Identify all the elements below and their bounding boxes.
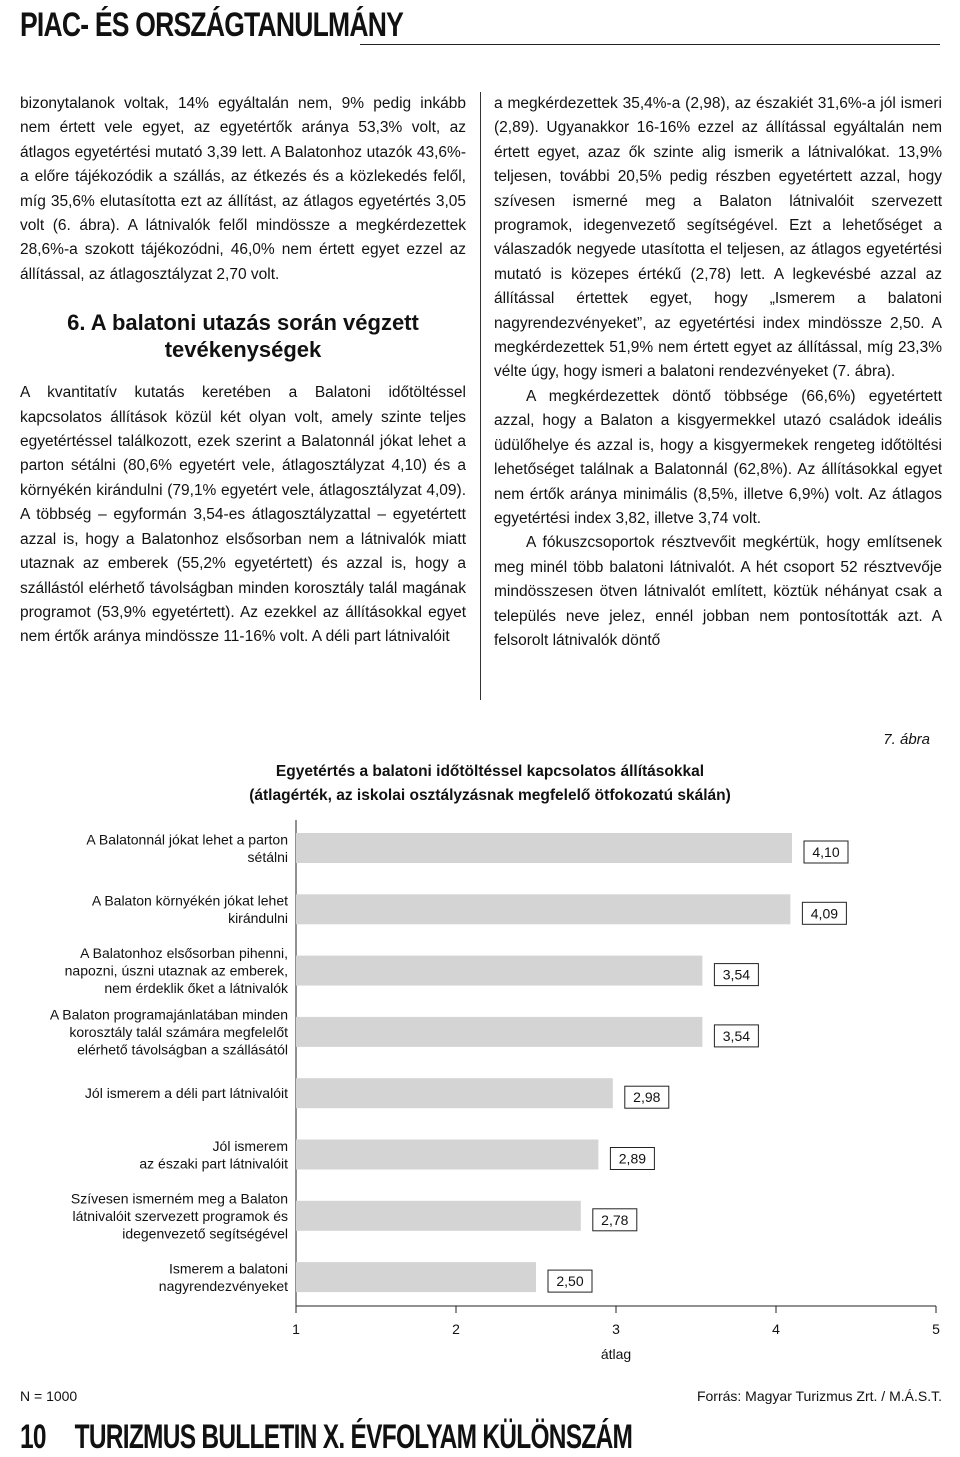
sample-size: N = 1000	[20, 1388, 78, 1404]
category-label: Jól ismerem	[212, 1137, 288, 1154]
category-label: Jól ismerem a déli part látnivalóit	[84, 1085, 288, 1102]
category-label: Szívesen ismerném meg a Balaton	[70, 1190, 288, 1207]
bar	[296, 1078, 613, 1108]
category-label: korosztály talál számára megfelelőt	[69, 1023, 288, 1040]
running-header: PIAC- ÉS ORSZÁGTANULMÁNY	[20, 6, 404, 44]
x-axis-title: átlag	[600, 1346, 632, 1362]
bar	[296, 1140, 598, 1170]
category-label: A Balatonhoz elsősorban pihenni,	[80, 945, 288, 962]
chart-subtitle: (átlagérték, az iskolai osztályzásnak megfelelő ötfokozatú skálán)	[249, 787, 731, 804]
right-paragraph-1: a megkérdezettek 35,4%-a (2,98), az északiét 31,6%-a jól ismeri (2,89). Ugyanakkor 16-16% ezzel az állítással egyáltalán nem értett egyet, azaz ők szinte alig ismerik a látnivalókat. 13,9% teljesen, további 20,5% pedig részben egyetértett azzal, hogy szívesen ismerné meg a Balaton látnivalóit szervezett programok, idegenvezető segítségével. Ezt a lehetőséget a válaszadók negyede utasította el teljesen, az átlagos egyetértési mutató is közepes értékű (2,78) lett. A legkevésbé azzal az állítással értettek egyet, hogy „Ismerem a balatoni nagyrendezvényeket”, az egyetértési index mindössze 2,50. A megkérdezettek 51,9% nem értett egyet az állítással, míg 23,3% vélte úgy, hogy ismeri a balatoni rendezvényeket (7. ábra).	[494, 95, 942, 381]
value-label: 3,54	[722, 966, 751, 983]
value-label: 2,50	[556, 1273, 584, 1290]
category-label: nagyrendezvényeket	[158, 1277, 288, 1294]
value-label: 3,54	[722, 1027, 751, 1044]
x-tick-label: 5	[932, 1321, 940, 1337]
category-label: látnivalóit szervezett programok és	[72, 1207, 288, 1224]
bar	[296, 1262, 536, 1292]
x-tick-label: 1	[292, 1321, 300, 1337]
category-label: kirándulni	[228, 910, 288, 927]
x-tick-label: 3	[612, 1321, 620, 1337]
chart-title: Egyetértés a balatoni időtöltéssel kapcsolatos állításokkal	[275, 763, 705, 780]
value-label: 4,09	[810, 905, 839, 922]
bar	[296, 894, 790, 924]
page-number: 10	[20, 1418, 46, 1456]
category-label: idegenvezető segítségével	[122, 1225, 288, 1242]
category-label: A Balaton környékén jókat lehet	[91, 892, 288, 909]
category-label: A Balaton programajánlatában minden	[49, 1006, 288, 1023]
source-note: Forrás: Magyar Turizmus Zrt. / M.Á.S.T.	[696, 1388, 942, 1404]
category-label: sétálni	[247, 848, 288, 865]
value-label: 4,10	[812, 844, 840, 860]
category-label: elérhető távolságban a szállásától	[77, 1041, 288, 1058]
value-label: 2,98	[633, 1089, 661, 1106]
figure-label: 7. ábra	[883, 731, 930, 748]
section-title: 6. A balatoni utazás során végzett tevékenységek	[67, 310, 419, 363]
value-label: 2,89	[618, 1150, 647, 1167]
value-label: 2,78	[601, 1211, 629, 1228]
category-label: A Balatonnál jókat lehet a parton	[86, 831, 288, 848]
left-paragraph-1: bizonytalanok voltak, 14% egyáltalán nem, 9% pedig inkább nem értett vele egyet, az egyetértők aránya 53,3% volt, az átlagos egyetértési mutató 3,39 lett. A Balatonhoz utazók 43,6%-a előre tájékozódik a szállás, az étkezés és a közlekedés felől, míg 35,6% elutasította ezt az állítást, az átlagos egyetértés 3,05 volt (6. ábra). A látnivalók felől mindössze a megkérdezettek 28,6%-a szokott tájékozódni, 46,0% nem értett egyet ezzel az állítással, az átlagosztályzat 2,70 volt.	[20, 95, 466, 283]
category-label: nem érdeklik őket a látnivalók	[104, 980, 288, 997]
footer	[20, 1418, 632, 1457]
category-label: napozni, úszni utaznak az emberek,	[64, 962, 288, 979]
x-tick-label: 4	[772, 1321, 780, 1337]
right-paragraph-2: A megkérdezettek döntő többsége (66,6%) egyetértett azzal, hogy a Balaton a kisgyermekkel utazó családok ideális üdülőhelye és azzal is, hogy a kisgyermekek rengeteg időtöltési lehetőséget találnak a Balatonnál (62,8%). Az állításokkal egyet nem értők aránya minimális (8,5%, illetve 6,9%) volt. Az átlagos egyetértési index 3,82, illetve 3,74 volt.	[494, 387, 942, 527]
category-label: Ismerem a balatoni	[168, 1260, 288, 1277]
category-label: az északi part látnivalóit	[139, 1155, 288, 1172]
left-paragraph-2: A kvantitatív kutatás keretében a Balatoni időtöltéssel kapcsolatos állítások közül két olyan volt, amely szinte teljes egyetértéssel találkozott, ezek szerint a Balatonnál jókat lehet a parton sétálni (80,6% egyetért vele, átlagosztályzat 4,10) és a környékén kirándulni (79,1% egyetért vele, átlagosztályzat 4,09). A többség – egyformán 3,54-es átlagosztályzattal – egyetértett azzal is, hogy a Balatonhoz elsősorban nem a látnivalók miatt utaznak az emberek (55,2% egyetértett) és azzal is, hogy a szállástól elérhető távolságban minden korosztály talál magának programot (53,9% egyetértett). Az ezekkel az állításokkal egyet nem értők aránya mindössze 11-16% volt. A déli part látnivalóit	[20, 384, 466, 646]
bar	[296, 833, 792, 863]
x-tick-label: 2	[452, 1321, 460, 1337]
right-paragraph-3: A fókuszcsoportok résztvevőit megkértük, hogy említsenek meg minél több balatoni látnivalót. A hét csoport 52 résztvevője mindösszesen ötven látnivalót említett, köztük néhányat csak a település neve jelez, ennél jobban nem pontosították azt. A felsorolt látnivalók döntő	[494, 534, 942, 649]
bar	[296, 1017, 702, 1047]
bar	[296, 1201, 581, 1231]
bar	[296, 956, 702, 986]
footer-title: TURIZMUS BULLETIN X. ÉVFOLYAM KÜLÖNSZÁM	[74, 1418, 633, 1456]
